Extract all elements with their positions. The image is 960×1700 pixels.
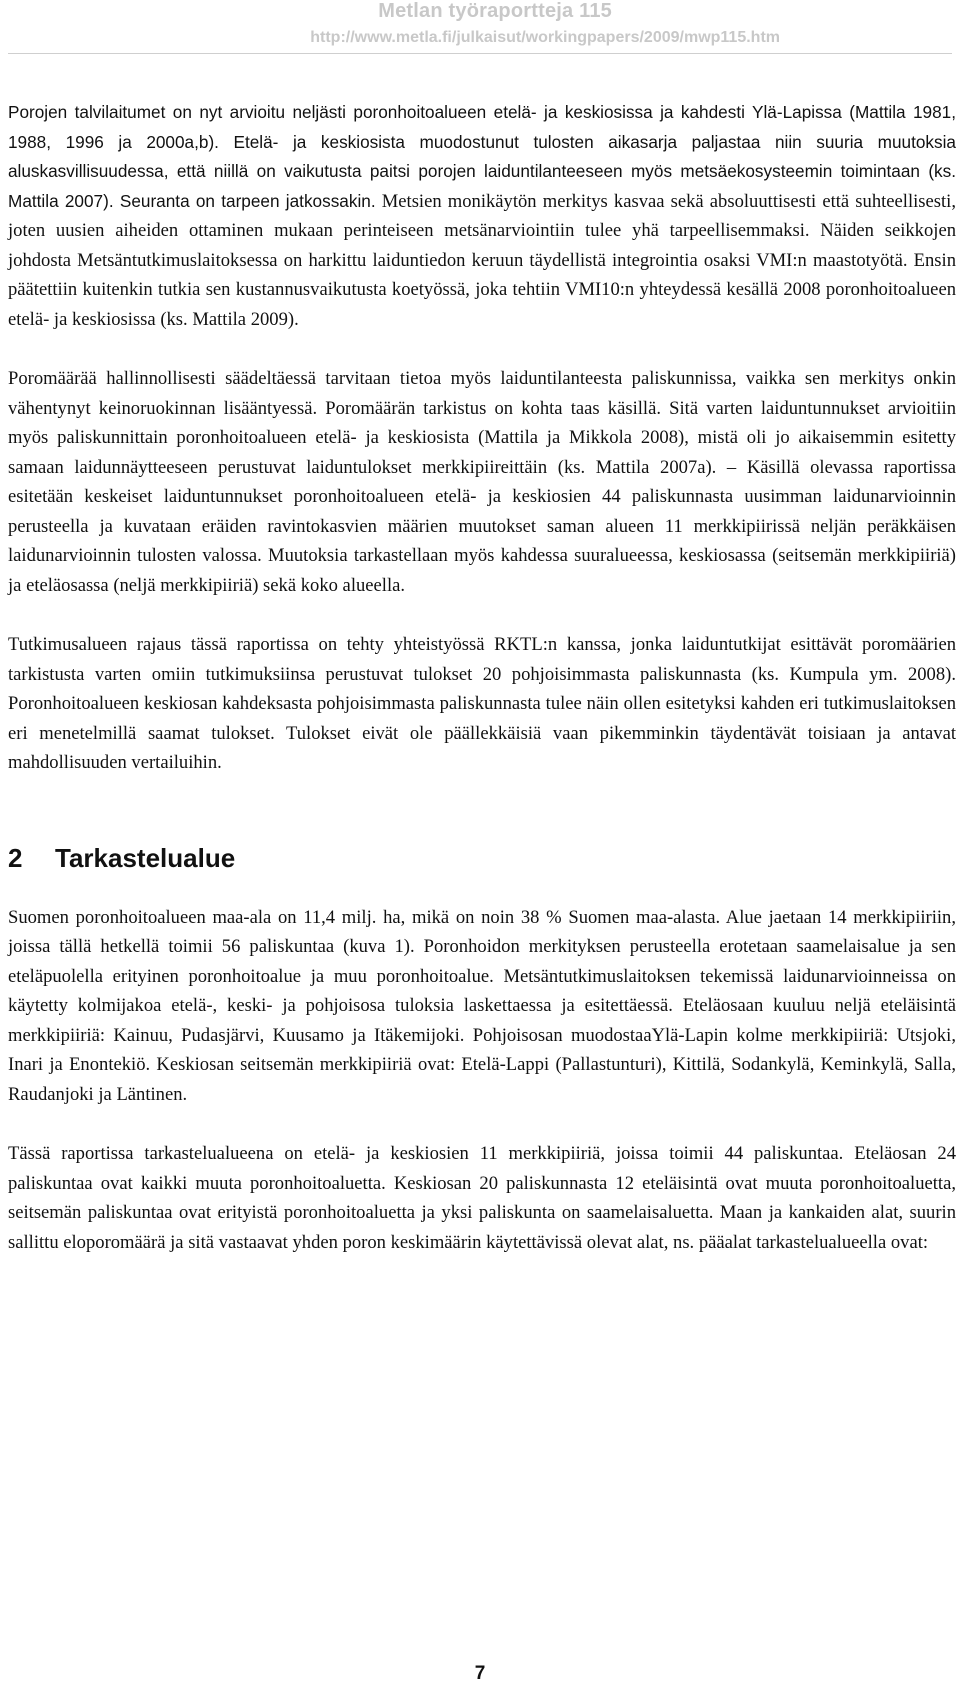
paragraph-1-sans: Porojen talvilaitumet on nyt arvioitu neljästi poronhoitoalueen etelä- ja keskiosissa ja kahdesti Ylä-Lapissa (Mattila 1981, 1988, 1996 ja 2000a,b). Etelä- ja keskiosista muodostunut tulosten aikasarja paljastaa niin suuria muutoksia aluskasvillisuudessa, että niillä on vaikutusta paitsi porojen laiduntilanteeseen myös metsäekosysteemin toimintaan (ks. Mattila 2007). Seuranta on tarpeen jatkossakin. <box>8 102 956 211</box>
series-title: Metlan työraportteja 115 <box>378 0 612 22</box>
document-body <box>8 98 956 1257</box>
header-divider <box>8 53 952 54</box>
section-heading <box>8 843 956 873</box>
paragraph-1 <box>8 98 956 334</box>
paragraph-3: Tutkimusalueen rajaus tässä raportissa on tehty yhteistyössä RKTL:n kanssa, jonka laiduntutkijat esittävät poromäärien tarkistusta varten omiin tutkimuksiinsa perustuvat tulokset 20 pohjoisimmasta paliskunnasta (ks. Kumpula ym. 2008). Poronhoitoalueen keskiosan kahdeksasta pohjoisimmasta paliskunnasta tulee näin ollen esitetyksi kahden eri tutkimuslaitoksen eri menetelmillä saamat tulokset. Tulokset eivät ole päällekkäisiä vaan pikemminkin täydentävät toisiaan ja antavat mahdollisuuden vertailuihin. <box>8 634 956 773</box>
header-url[interactable]: http://www.metla.fi/julkaisut/workingpapers/2009/mwp115.htm <box>310 29 780 46</box>
paragraph-5: Tässä raportissa tarkastelualueena on etelä- ja keskiosien 11 merkkipiiriä, joissa toimii 44 paliskuntaa. Eteläosan 24 paliskuntaa ovat kaikki muuta poronhoitoaluetta. Keskiosan 20 paliskunnasta 12 eteläisintä ovat muuta poronhoitoaluetta, seitsemän paliskuntaa ovat erityistä poronhoitoaluetta ja yksi paliskunta on saamelaisaluetta. Maan ja kankaiden alat, suurin sallittu eloporomäärä ja sitä vastaavat yhden poron keskimäärin käytettävissä olevat alat, ns. pääalat tarkastelualueella ovat: <box>8 1143 956 1253</box>
paragraph-4: Suomen poronhoitoalueen maa-ala on 11,4 milj. ha, mikä on noin 38 % Suomen maa-alasta. Alue jaetaan 14 merkkipiiriin, joissa tällä hetkellä toimii 56 paliskuntaa (kuva 1). Poronhoidon merkityksen perusteella erotetaan saamelaisalue ja sen eteläpuolella erityinen poronhoitoalue ja muu poronhoitoalue. Metsäntutkimuslaitoksen tekemissä laidunarvioinneissa on käytetty kolmijakoa etelä-, keski- ja pohjoisosa tuloksia laskettaessa ja esitettäessä. Eteläosaan kuuluu neljä eteläisintä merkkipiiriä: Kainuu, Pudasjärvi, Kuusamo ja Itäkemijoki. Pohjoisosan muodostaaYlä-Lapin kolme merkkipiiriä: Utsjoki, Inari ja Enontekiö. Keskiosan seitsemän merkkipiiriä ovat: Etelä-Lappi (Pallastunturi), Kittilä, Sodankylä, Keminkylä, Salla, Raudanjoki ja Läntinen. <box>8 906 956 1105</box>
paragraph-2: Poromäärää hallinnollisesti säädeltäessä tarvitaan tietoa myös laiduntilanteesta paliskunnissa, vaikka sen merkitys onkin vähentynyt keinoruokinnan lisääntyessä. Poromäärän tarkistus on kohta taas käsillä. Sitä varten laiduntunnukset arvioitiin myös paliskunnittain poronhoitoalueen etelä- ja keskiosista (Mattila ja Mikkola 2008), mistä oli jo aikaisemmin esitetty samaan laidunnäytteeseen perustuvat laiduntulokset merkkipiireittäin (ks. Mattila 2007a). – Käsillä olevassa raportissa esitetään keskeiset laiduntunnukset poronhoitoalueen etelä- ja keskiosien 44 paliskunnasta uusimman laidunarvioinnin perusteella ja kuvataan eräiden ravintokasvien määrien muutokset saman alueen 11 merkkipiirissä neljän peräkkäisen laidunarvioinnin tulosten valossa. Muutoksia tarkastellaan myös kahdessa suuralueessa, keskiosassa (seitsemän merkkipiiriä) ja eteläosassa (neljä merkkipiiriä) sekä koko alueella. <box>8 368 956 596</box>
page-number: 7 <box>474 1663 486 1684</box>
section-number: 2 <box>8 842 23 873</box>
page-header <box>0 0 960 58</box>
paragraph-1-serif: Metsien monikäytön merkitys kasvaa sekä absoluuttisesti että suhteellisesti, joten uusien aiheiden ottaminen mukaan perinteiseen metsänarviointiin tulee yhä tarpeellisemmaksi. Näiden seikkojen johdosta Metsäntutkimuslaitoksessa on harkittu laiduntiedon keruun täydellistä integrointia osaksi VMI:n maastotyötä. Ensin päätettiin kuitenkin tutkia sen kustannusvaikutusta koetyössä, joka tehtiin VMI10:n yhteydessä kesällä 2008 poronhoitoalueen etelä- ja keskiosissa (ks. Mattila 2009). <box>8 190 956 330</box>
section-title: Tarkastelualue <box>55 842 236 873</box>
